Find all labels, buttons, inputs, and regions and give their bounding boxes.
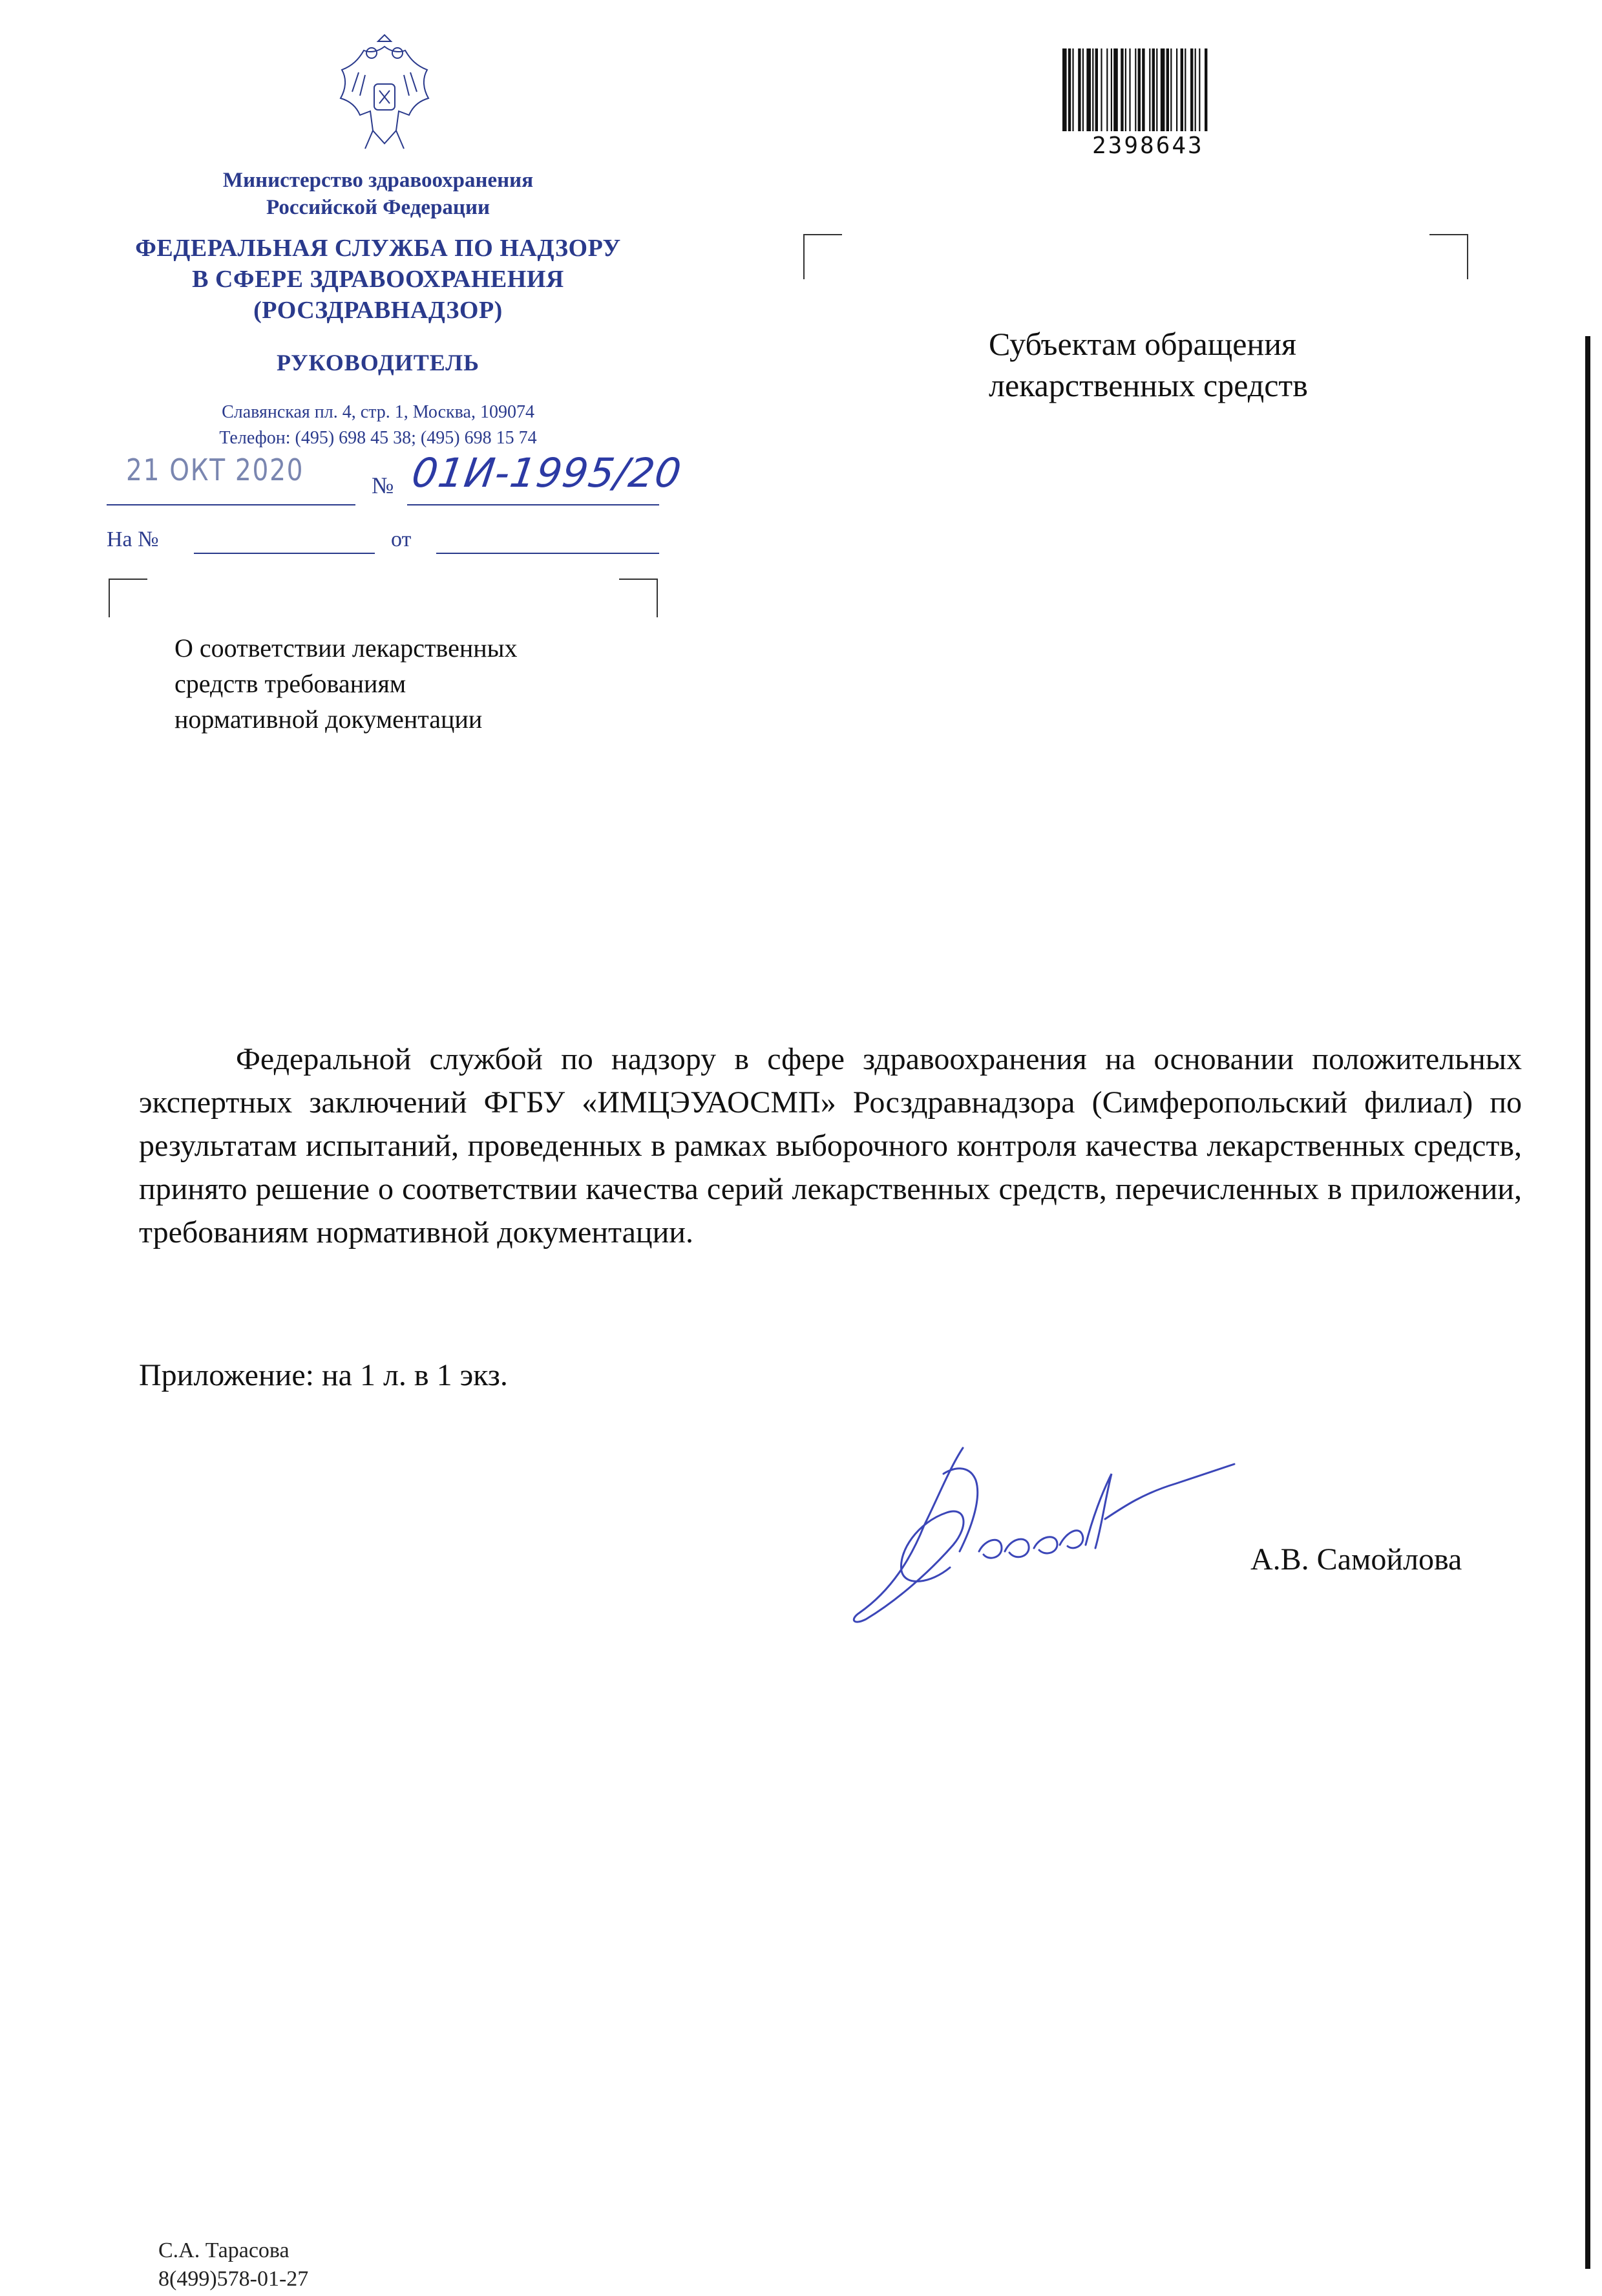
barcode-bar xyxy=(1101,48,1102,131)
barcode-bar xyxy=(1138,48,1141,131)
ministry-line-2: Российской Федерации xyxy=(266,196,490,219)
number-label: № xyxy=(372,473,394,498)
barcode-bar xyxy=(1121,48,1123,131)
barcode-bar xyxy=(1113,48,1118,131)
registration-number: 01И-1995/20 xyxy=(408,449,685,496)
service-line-1: ФЕДЕРАЛЬНАЯ СЛУЖБА ПО НАДЗОРУ xyxy=(135,235,621,262)
barcode-bar xyxy=(1170,48,1172,131)
barcode-bar xyxy=(1199,48,1200,131)
reference-number-line xyxy=(194,553,375,554)
subject-line-2: средств требованиям xyxy=(174,669,406,698)
barcode-bar xyxy=(1161,48,1165,131)
subject-block xyxy=(174,630,518,737)
executor-phone: 8(499)578-01-27 xyxy=(158,2267,309,2291)
reference-number-label: На № xyxy=(107,527,159,551)
barcode-bar xyxy=(1185,48,1186,131)
barcode-bar xyxy=(1082,48,1084,131)
subject-corner-left-v xyxy=(109,579,110,617)
number-underline xyxy=(407,504,659,505)
barcode-bar xyxy=(1135,48,1136,131)
subject-line-1: О соответствии лекарственных xyxy=(174,633,518,663)
appendix-line: Приложение: на 1 л. в 1 экз. xyxy=(139,1358,508,1392)
executor-name: С.А. Тарасова xyxy=(158,2238,290,2262)
barcode-bar xyxy=(1156,48,1157,131)
barcode-bar xyxy=(1062,48,1067,131)
reference-date-label: от xyxy=(391,527,412,551)
recipient-corner-right-v xyxy=(1467,234,1468,279)
barcode-bar xyxy=(1195,48,1196,131)
recipient-line-2: лекарственных средств xyxy=(989,367,1308,403)
recipient-corner-right-h xyxy=(1429,234,1468,235)
barcode-bar xyxy=(1086,48,1091,131)
barcode-bar xyxy=(1092,48,1093,131)
barcode-bar xyxy=(1181,48,1183,131)
service-line-2: В СФЕРЕ ЗДРАВООХРАНЕНИЯ xyxy=(192,266,564,293)
body-paragraph xyxy=(139,1037,1522,1254)
scan-edge-mark xyxy=(1585,336,1590,2269)
reference-date-line xyxy=(436,553,659,554)
date-stamp: 21 ОКТ 2020 xyxy=(126,452,304,487)
recipient-line-1: Субъектам обращения xyxy=(989,326,1296,362)
barcode-bar xyxy=(1111,48,1112,131)
russian-coat-of-arms-icon xyxy=(333,34,436,156)
ministry-name xyxy=(97,167,659,221)
barcode-bar xyxy=(1125,48,1126,131)
barcode-bar xyxy=(1106,48,1108,131)
barcode-bar xyxy=(1205,48,1207,131)
barcode-number: 2398643 xyxy=(1092,133,1204,159)
barcode-bar xyxy=(1166,48,1169,131)
executor-block xyxy=(158,2237,308,2293)
recipient-corner-left-h xyxy=(803,234,842,235)
barcode-bar xyxy=(1078,48,1080,131)
subject-corner-right-h xyxy=(619,579,658,580)
barcode-bar xyxy=(1190,48,1193,131)
subject-corner-right-v xyxy=(657,579,658,617)
phone-line: Телефон: (495) 698 45 38; (495) 698 15 74 xyxy=(219,428,537,448)
address-block xyxy=(97,399,659,451)
recipient-block xyxy=(989,323,1308,406)
barcode-bar xyxy=(1095,48,1098,131)
barcode-bar xyxy=(1068,48,1071,131)
barcode-bar xyxy=(1142,48,1144,131)
subject-corner-left-h xyxy=(109,579,147,580)
service-line-3: (РОСЗДРАВНАДЗОР) xyxy=(253,297,503,324)
barcode-bar xyxy=(1149,48,1150,131)
service-name xyxy=(97,233,659,326)
barcode-bar xyxy=(1072,48,1073,131)
recipient-corner-left-v xyxy=(803,234,805,279)
barcode-bar xyxy=(1176,48,1177,131)
handwritten-signature xyxy=(840,1429,1241,1635)
signer-name: А.В. Самойлова xyxy=(1250,1542,1462,1577)
subject-line-3: нормативной документации xyxy=(174,705,483,734)
barcode-bar xyxy=(1129,48,1130,131)
barcode-icon xyxy=(1060,48,1260,136)
address-line: Славянская пл. 4, стр. 1, Москва, 109074 xyxy=(222,402,534,422)
date-underline xyxy=(107,504,355,505)
ministry-line-1: Министерство здравоохранения xyxy=(222,169,534,192)
body-paragraph-text: Федеральной службой по надзору в сфере здравоохранения на основании положительных экспертных заключений ФГБУ «ИМЦЭУАОСМП» Росздравнадзора (Симферопольский филиал) по результатам испытаний, проведенных в рамках выборочного контроля качества лекарственных средств, принято решение о соответствии качества серий лекарственных средств, перечисленных в приложении, требованиям нормативной документации. xyxy=(139,1042,1522,1249)
head-title: РУКОВОДИТЕЛЬ xyxy=(277,350,480,376)
barcode-bar xyxy=(1152,48,1155,131)
